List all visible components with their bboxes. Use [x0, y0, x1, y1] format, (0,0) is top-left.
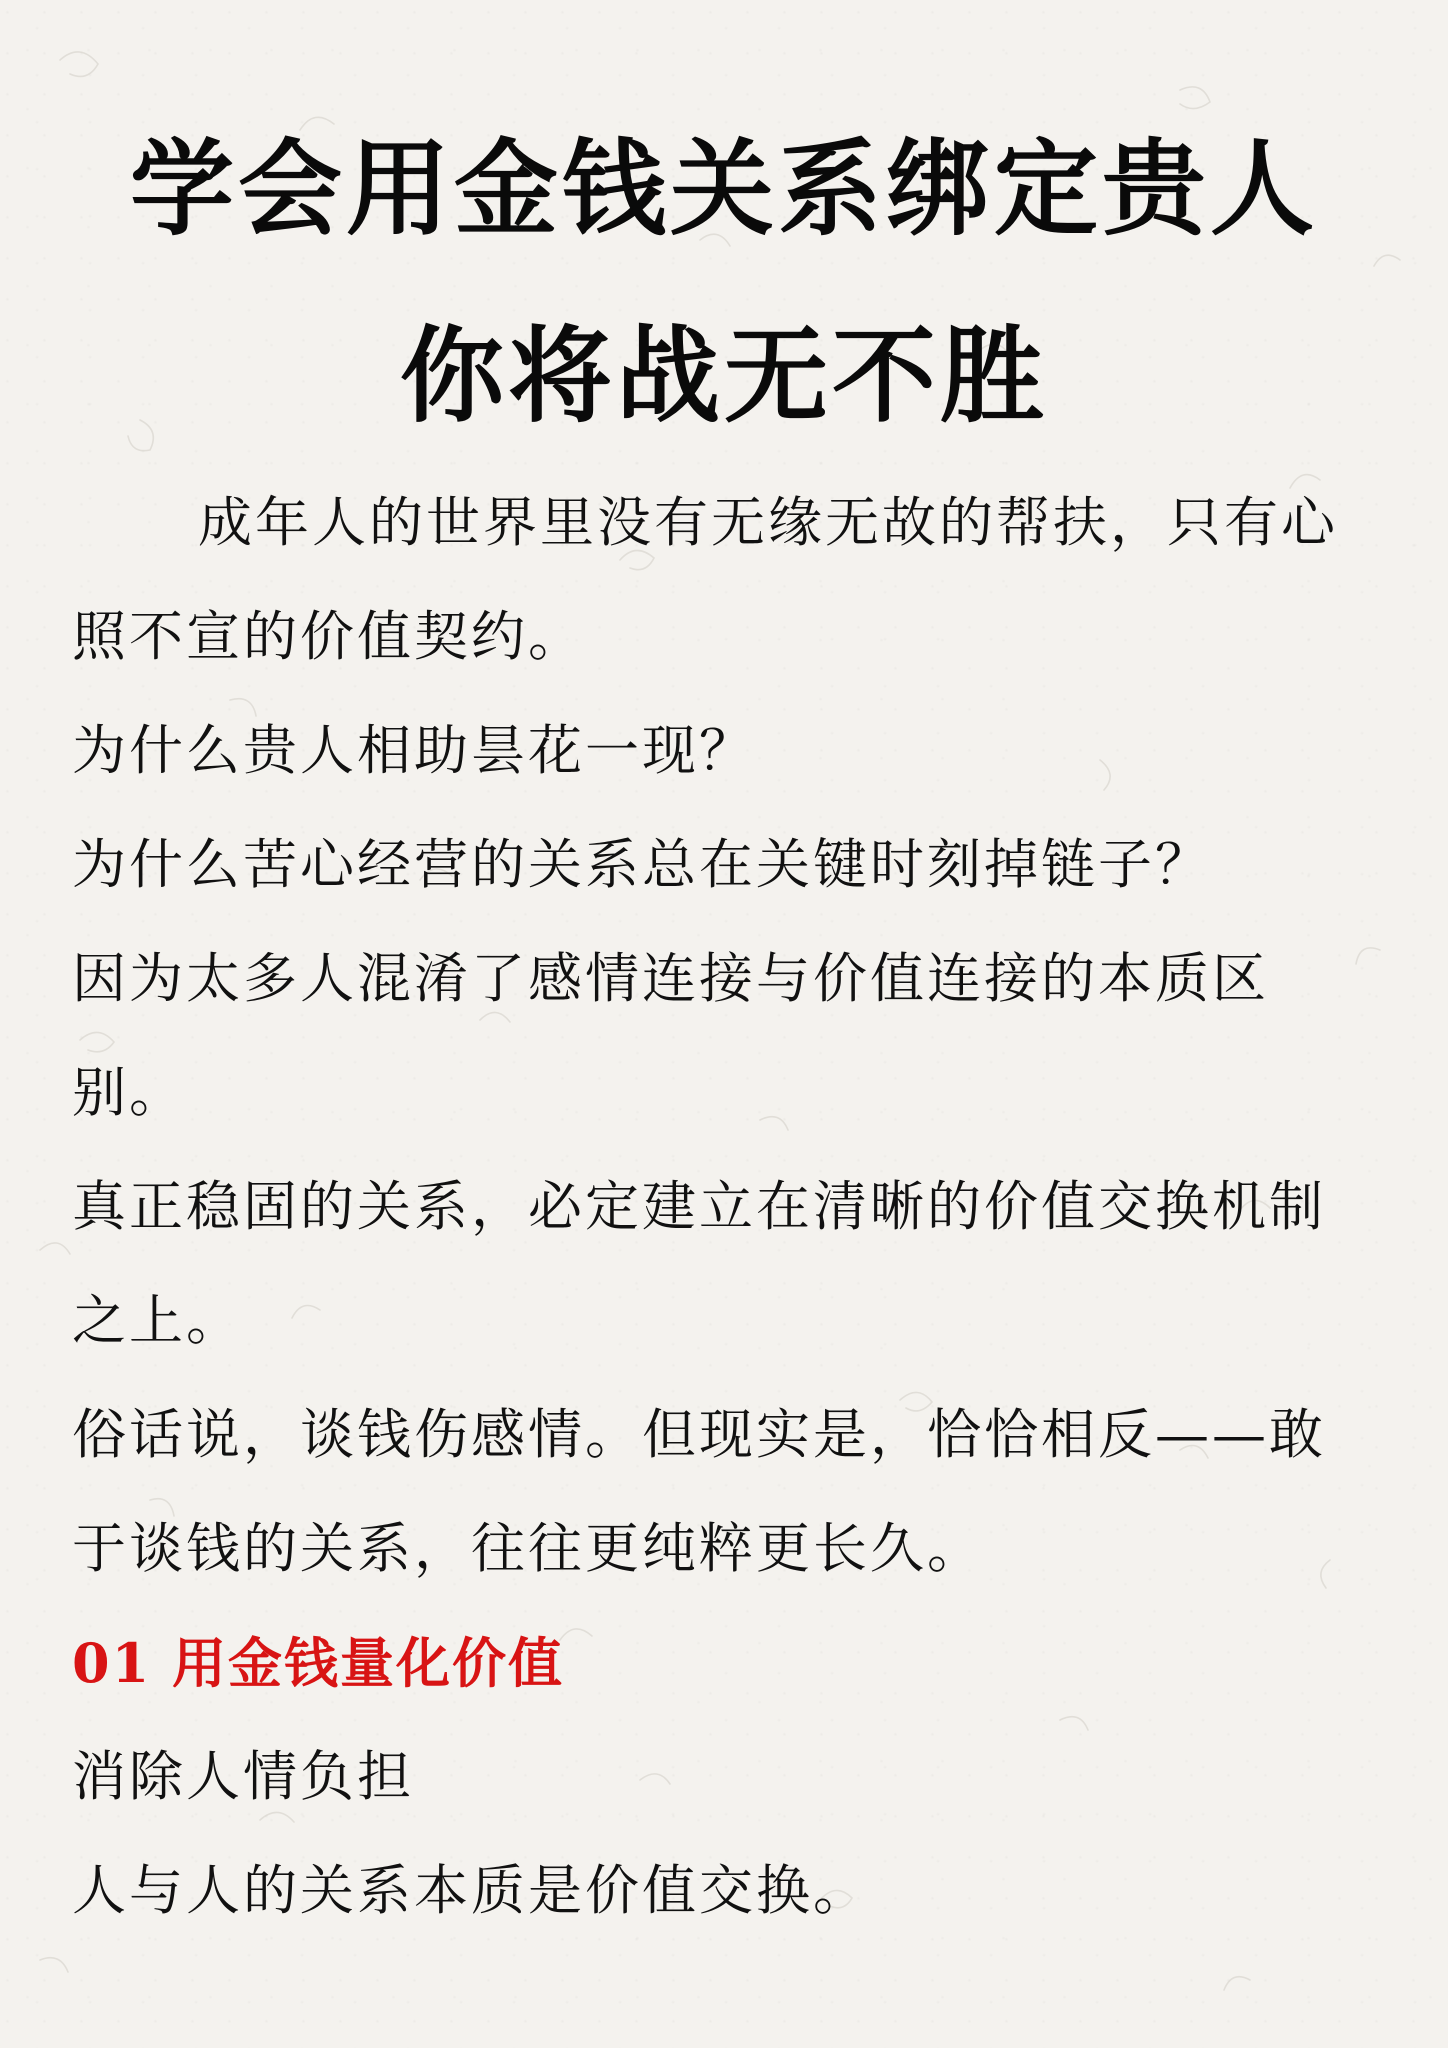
- title-line-1: 学会用金钱关系绑定贵人: [129, 128, 1318, 250]
- section-subheading: 消除人情负担: [72, 1745, 414, 1808]
- paragraph-stable-relationship: 真正稳固的关系，必定建立在清晰的价值交换机制之上。: [72, 1175, 1326, 1352]
- article-body: [72, 466, 1382, 1948]
- paragraph-intro: 成年人的世界里没有无缘无故的帮扶，只有心照不宣的价值契约。: [72, 491, 1338, 668]
- paragraph-question-2: 为什么苦心经营的关系总在关键时刻掉链子？: [72, 833, 1212, 896]
- section-heading: 01 用金钱量化价值: [72, 1631, 564, 1695]
- title-line-2: 你将战无不胜: [399, 315, 1048, 437]
- paragraph-question-1: 为什么贵人相助昙花一现？: [72, 719, 756, 782]
- paragraph-reason: 因为太多人混淆了感情连接与价值连接的本质区别。: [72, 947, 1269, 1124]
- paragraph-money-talk: 俗话说，谈钱伤感情。但现实是，恰恰相反——敢于谈钱的关系，往往更纯粹更长久。: [72, 1403, 1326, 1580]
- section-text: 人与人的关系本质是价值交换。: [72, 1859, 870, 1922]
